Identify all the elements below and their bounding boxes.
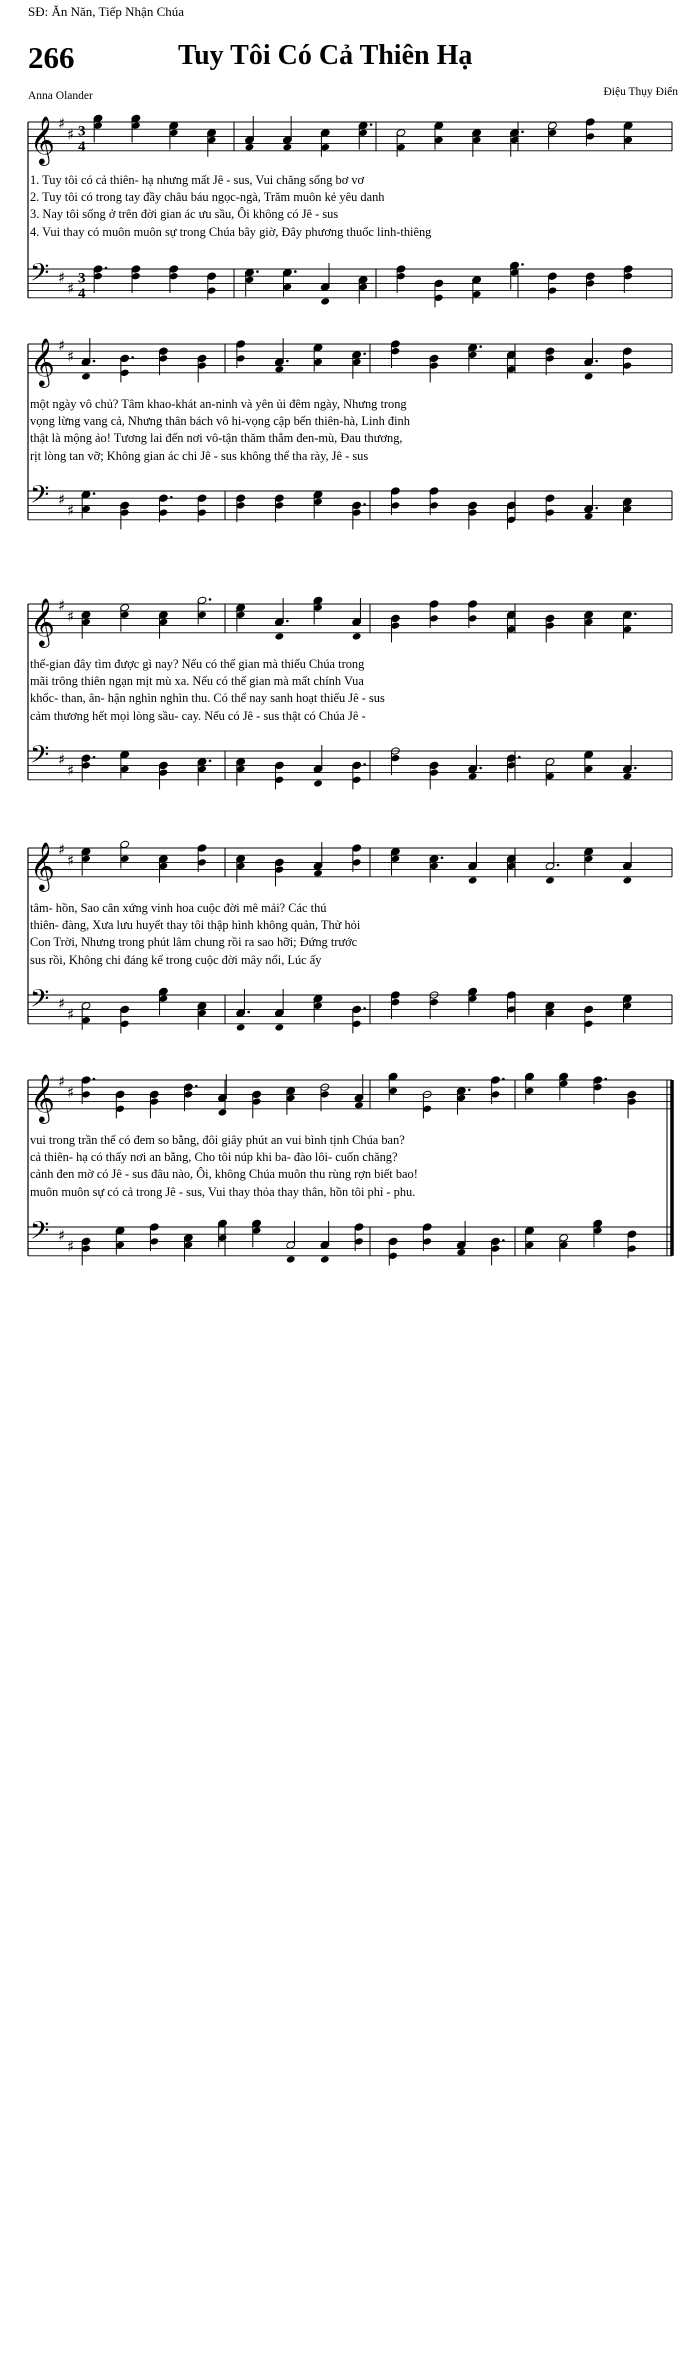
hymn-title: Tuy Tôi Có Cả Thiên Hạ — [178, 40, 473, 71]
dot-icon — [363, 1007, 366, 1010]
bass-clef-icon: 𝄢 — [30, 984, 50, 1020]
category-label: SĐ: Ăn Năn, Tiếp Nhận Chúa — [28, 4, 185, 19]
lyric-line: sus rồi, Không chi đáng kể trong cuộc đời mây nổi, Lúc ấy — [30, 952, 322, 967]
lyrics-block — [30, 172, 668, 241]
dot-icon — [93, 756, 96, 759]
sharp-icon: ♯ — [58, 1226, 66, 1245]
dot-icon — [93, 492, 96, 495]
dot-icon — [521, 263, 524, 266]
treble-staff — [28, 115, 672, 166]
sharp-icon: ♯ — [58, 1072, 66, 1091]
dot-icon — [247, 1011, 250, 1014]
dot-icon — [363, 353, 366, 356]
dot-icon — [93, 1078, 96, 1081]
sharp-icon: ♯ — [58, 596, 66, 615]
lyrics-block — [30, 1132, 668, 1201]
sharp-icon: ♯ — [67, 279, 75, 298]
time-signature: 3 — [78, 270, 86, 287]
lyric-line: rịt lòng tan vỡ; Không gian ác chi Jê - sus không thể tha rày, Jê - sus — [30, 448, 369, 463]
music-system — [0, 578, 700, 818]
dot-icon — [557, 864, 560, 867]
note-group — [81, 745, 637, 789]
treble-clef-icon: 𝄞 — [30, 596, 55, 646]
sharp-icon: ♯ — [58, 268, 66, 287]
lyric-line: vui trong trần thế có đem so bằng, đôi giây phút an vui bình tịnh Chúa ban? — [30, 1133, 405, 1147]
dot-icon — [131, 356, 134, 359]
sharp-icon: ♯ — [58, 994, 66, 1013]
note-head — [274, 1023, 284, 1031]
dot-icon — [479, 345, 482, 348]
sharp-icon: ♯ — [58, 114, 66, 133]
bass-staff — [28, 259, 672, 298]
note-head — [352, 632, 362, 640]
lyric-line: thế-gian đây tìm được gì nay? Nếu có thế gian mà thiếu Chúa trong — [30, 657, 365, 671]
lyrics-block — [30, 396, 668, 465]
hymn-number: 266 — [28, 40, 75, 75]
bass-clef-icon: 𝄢 — [30, 1216, 50, 1252]
music-system — [0, 96, 700, 336]
lyrics-block — [30, 656, 668, 725]
note-head — [236, 1023, 246, 1031]
sharp-icon: ♯ — [67, 501, 75, 520]
dot-icon — [209, 598, 212, 601]
lyric-line: 2. Tuy tôi có trong tay đầy châu báu ngọc-ngà, Trăm muôn kẻ yêu danh — [30, 190, 385, 205]
sharp-icon: ♯ — [67, 851, 75, 870]
note-head — [584, 512, 594, 520]
treble-clef-icon: 𝄞 — [30, 1072, 55, 1122]
note-head — [81, 372, 91, 380]
lyric-line: 1. Tuy tôi có cả thiên- hạ nhưng mất Jê - sus, Vui chăng sống bơ vơ — [30, 173, 365, 187]
note-head — [274, 365, 284, 373]
lyric-line: cảnh đen mờ có Jê - sus đâu nào, Ôi, không Chúa muôn thu rùng rợn biết bao! — [30, 1167, 418, 1182]
bass-staff — [28, 1217, 672, 1256]
lyric-line: muôn muôn sự có cả trong Jê - sus, Vui thay thỏa thay thân, hồn tôi phỉ - phu. — [30, 1184, 416, 1199]
note-head — [274, 632, 284, 640]
dot-icon — [518, 756, 521, 759]
note-head — [468, 772, 478, 780]
dot-icon — [595, 507, 598, 510]
dot-icon — [105, 267, 108, 270]
dot-icon — [195, 1085, 198, 1088]
translator-credit: Điệu Thụy Điển — [603, 86, 678, 98]
sharp-icon: ♯ — [67, 761, 75, 780]
bass-clef-icon: 𝄢 — [30, 258, 50, 294]
sharp-icon: ♯ — [58, 840, 66, 859]
sharp-icon: ♯ — [67, 1237, 75, 1256]
note-group — [93, 261, 633, 307]
note-group — [81, 485, 632, 529]
dot-icon — [502, 1239, 505, 1242]
music-system — [0, 822, 700, 1062]
note-head — [468, 876, 478, 884]
bass-staff — [28, 985, 672, 1024]
lyric-line: thật là mộng ảo! Tương lai đến nơi vô-tận thăm thẳm đen-mù, Đau thương, — [30, 431, 403, 446]
note-head — [282, 143, 292, 151]
bass-clef-icon: 𝄢 — [30, 480, 50, 516]
lyric-line: 3. Nay tôi sống ở trên đời gian ác ưu sầu, Ôi không có Jê - sus — [30, 207, 339, 222]
dot-icon — [363, 503, 366, 506]
note-group — [81, 1072, 637, 1118]
note-group — [81, 596, 637, 642]
note-head — [286, 1255, 296, 1263]
note-head — [245, 143, 255, 151]
note-head — [584, 372, 594, 380]
treble-staff — [28, 1073, 672, 1124]
bass-clef-icon: 𝄢 — [30, 740, 50, 776]
note-group — [81, 1219, 637, 1265]
lyric-line: thiên- đàng, Xưa lưu huyết thay tôi thập hình không quản, Thử hỏi — [30, 918, 361, 933]
sharp-icon: ♯ — [67, 347, 75, 366]
dot-icon — [634, 613, 637, 616]
dot-icon — [468, 1089, 471, 1092]
dot-icon — [604, 1078, 607, 1081]
dot-icon — [170, 496, 173, 499]
lyric-line: mãi trông thiên ngạn mịt mù xa. Nếu có thế gian mà mất chính Vua — [30, 674, 364, 689]
sharp-icon: ♯ — [58, 750, 66, 769]
composer-credit: Anna Olander — [28, 90, 93, 102]
sharp-icon: ♯ — [67, 125, 75, 144]
note-head — [545, 876, 555, 884]
lyric-line: 4. Vui thay có muôn muôn sự trong Chúa bây giờ, Đây phương thuốc linh-thiêng — [30, 224, 432, 239]
note-head — [218, 1108, 228, 1116]
note-head — [313, 869, 323, 877]
lyric-line: Con Trời, Nhưng trong phút lâm chung rồi ra sao hỡi; Đứng trước — [30, 935, 358, 950]
dot-icon — [93, 360, 96, 363]
dot-icon — [363, 763, 366, 766]
dot-icon — [502, 1078, 505, 1081]
lyrics-block — [30, 900, 668, 969]
time-signature: 4 — [78, 138, 86, 155]
sharp-icon: ♯ — [67, 1005, 75, 1024]
note-head — [456, 1248, 466, 1256]
dot-icon — [209, 760, 212, 763]
music-system — [0, 318, 700, 558]
dot-icon — [256, 270, 259, 273]
dot-icon — [634, 767, 637, 770]
note-group — [81, 338, 632, 382]
time-signature: 4 — [78, 285, 86, 302]
note-head — [320, 1255, 330, 1263]
dot-icon — [370, 123, 373, 126]
dot-icon — [286, 620, 289, 623]
dot-icon — [595, 360, 598, 363]
note-group — [81, 840, 632, 886]
treble-staff — [28, 337, 672, 388]
lyric-line: khốc- than, ân- hận nghìn nghìn thu. Có thể nay sanh hoạt thiếu Jê - sus — [30, 691, 385, 706]
dot-icon — [286, 360, 289, 363]
note-group — [81, 987, 632, 1033]
sharp-icon: ♯ — [58, 336, 66, 355]
note-head — [320, 297, 330, 305]
lyric-line: cảm thương hết mọi lòng sầu- cay. Nếu có Jê - sus thật có Chúa Jê - — [30, 708, 366, 723]
treble-clef-icon: 𝄞 — [30, 336, 55, 386]
dot-icon — [294, 270, 297, 273]
treble-staff — [28, 841, 672, 892]
treble-clef-icon: 𝄞 — [30, 840, 55, 890]
sharp-icon: ♯ — [67, 1083, 75, 1102]
bass-staff — [28, 741, 672, 780]
lyric-line: tâm- hồn, Sao cân xứng vinh hoa cuộc đời mê mải? Các thú — [30, 901, 327, 915]
dot-icon — [479, 767, 482, 770]
treble-clef-icon: 𝄞 — [30, 114, 55, 164]
dot-icon — [521, 131, 524, 134]
lyric-line: vọng lừng vang cả, Nhưng thân bách vô hi-vọng cập bến thiên-hà, Linh đinh — [30, 414, 410, 429]
lyric-line: một ngày vô chủ? Tâm khao-khát an-ninh và yên ủi đêm ngày, Nhưng trong — [30, 397, 407, 411]
sharp-icon: ♯ — [58, 490, 66, 509]
note-head — [313, 779, 323, 787]
music-system — [0, 1054, 700, 1294]
sharp-icon: ♯ — [67, 607, 75, 626]
lyric-line: cả thiên- hạ có thấy nơi an bằng, Cho tôi núp khi ba- đào lôi- cuốn chăng? — [30, 1150, 398, 1165]
note-head — [354, 1101, 364, 1109]
time-signature: 3 — [78, 123, 86, 140]
note-head — [622, 772, 632, 780]
note-head — [622, 876, 632, 884]
dot-icon — [441, 857, 444, 860]
